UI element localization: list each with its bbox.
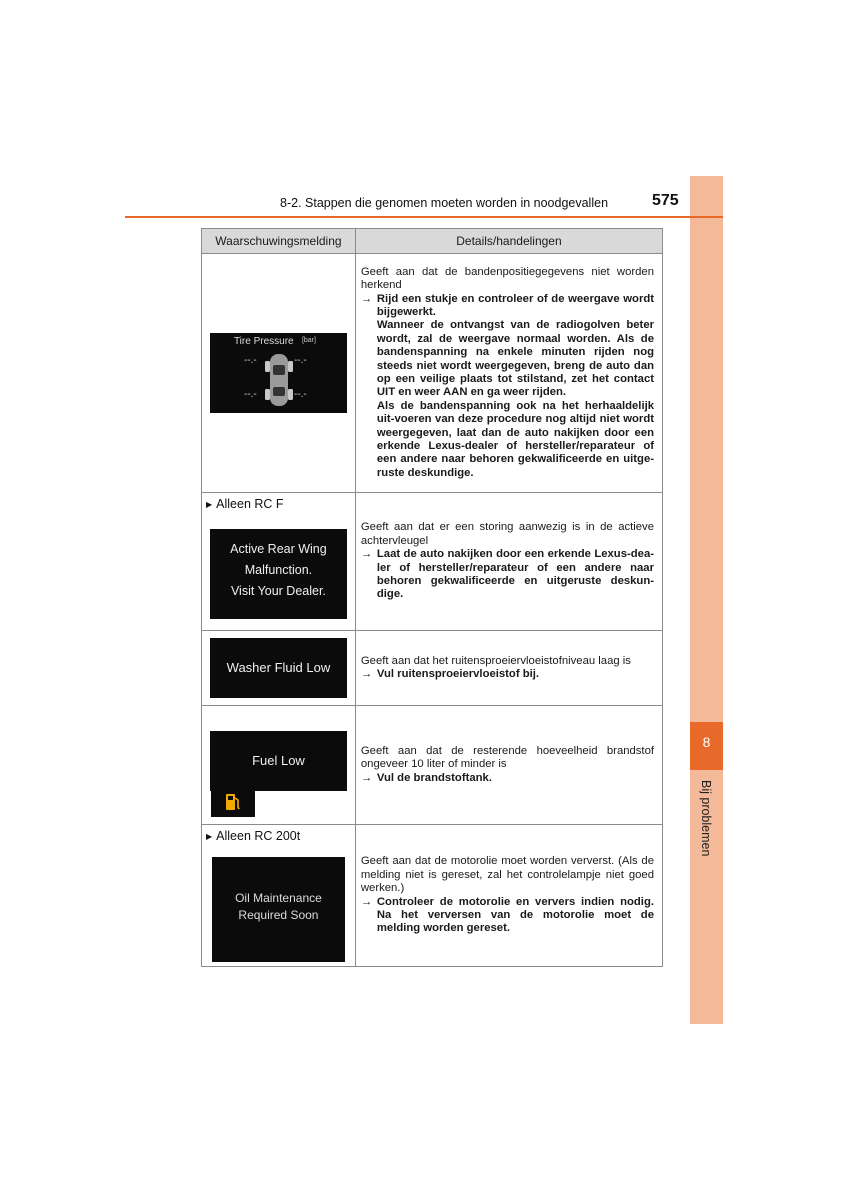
table-row — [202, 825, 663, 967]
note-text: Wanneer de ontvangst van de radiogolven beter wordt, zal de weergave normaal worden. Als de bandenspanning na enkele minuten rijden nog steeds niet wordt weergegeven, breng de auto dan op een veilige plaats tot stilstand, zet het contact UIT en weer AAN en ga weer rijden. — [376, 319, 654, 399]
description-text: Geeft aan dat de bandenpositiegegevens niet worden herkend — [360, 265, 654, 292]
active-rear-wing-display — [210, 529, 347, 619]
arrow-right-icon: → — [360, 292, 373, 305]
display-line: Malfunction. — [244, 562, 313, 577]
action-item — [361, 293, 654, 320]
tire-value-front-right: --.- — [293, 355, 307, 366]
description-text: Geeft aan dat de motorolie moet worden ververst. (Als de melding niet is gereset, zal het controlelampje niet goed werken.) — [360, 855, 654, 895]
column-header-warning: Waarschuwingsmelding — [202, 229, 356, 254]
display-line: Active Rear Wing — [230, 541, 327, 556]
table-row — [202, 254, 663, 493]
triangle-right-icon: ▶ — [206, 832, 213, 841]
chapter-side-tab — [690, 176, 723, 1024]
tire-pressure-title: Tire Pressure — [233, 336, 294, 347]
display-line: Required Soon — [238, 908, 319, 922]
warning-cell — [202, 493, 356, 631]
table-row — [202, 493, 663, 631]
note-text: Als de bandenspanning ook na het herhaaldelijk uit-voeren van deze procedure nog altijd niet wordt weergegeven, laat dan de auto nakijken door een erkende Lexus-dealer of hersteller/reparateur of een andere naar behoren gekwalificeerde en uitge-ruste deskundige. — [376, 399, 654, 479]
section-title: 8-2. Stappen die genomen moeten worden in noodgevallen — [280, 196, 609, 210]
display-line: Washer Fluid Low — [226, 660, 331, 675]
model-note: ▶ Alleen RC 200t — [206, 829, 301, 843]
tire-value-front-left: --.- — [243, 355, 257, 366]
description-text: Geeft aan dat het ruitensproeiervloeistofniveau laag is — [360, 654, 631, 667]
action-item — [361, 668, 654, 681]
oil-maintenance-display — [212, 857, 345, 962]
fuel-low-display — [210, 731, 347, 791]
action-text: Rijd een stukje en controleer of de weergave wordt bijgewerkt. — [376, 292, 654, 318]
details-cell — [355, 825, 662, 967]
warning-cell — [202, 631, 356, 706]
tire-value-rear-left: --.- — [243, 389, 257, 400]
warning-cell — [202, 254, 356, 493]
fuel-pump-icon — [225, 793, 241, 811]
table-row — [202, 706, 663, 825]
column-header-details: Details/handelingen — [355, 229, 662, 254]
display-line: Fuel Low — [252, 753, 305, 768]
tire-value-rear-right: --.- — [293, 389, 307, 400]
fuel-warning-lamp — [211, 787, 255, 817]
header-rule — [125, 216, 723, 218]
chapter-number-badge[interactable] — [690, 722, 723, 770]
warning-table — [201, 228, 663, 967]
details-cell — [355, 631, 662, 706]
description-text: Geeft aan dat de resterende hoeveelheid brandstof ongeveer 10 liter of minder is — [360, 744, 654, 771]
action-text: Vul ruitensproeiervloeistof bij. — [376, 668, 540, 680]
action-text: Laat de auto nakijken door een erkende Lexus-dea-ler of hersteller/reparateur of een andere naar behoren gekwalificeerde en uitgeruste deskun-dige. — [376, 548, 654, 601]
warning-cell — [202, 706, 356, 825]
arrow-right-icon: → — [360, 895, 373, 908]
table-header-row — [202, 229, 663, 254]
action-text: Controleer de motorolie en ververs indien nodig. Na het verversen van de motorolie moet de melding worden gereset. — [376, 895, 654, 935]
table-row — [202, 631, 663, 706]
triangle-right-icon: ▶ — [206, 500, 213, 509]
description-text: Geeft aan dat er een storing aanwezig is in de actieve achtervleugel — [360, 521, 654, 547]
tire-pressure-display — [210, 333, 347, 413]
details-cell — [355, 254, 662, 493]
details-cell — [355, 493, 662, 631]
action-text: Vul de brandstoftank. — [376, 771, 492, 784]
arrow-right-icon: → — [360, 668, 373, 680]
arrow-right-icon: → — [360, 771, 373, 784]
chapter-label-box — [690, 780, 723, 870]
warning-cell — [202, 825, 356, 967]
display-line: Oil Maintenance — [235, 891, 322, 905]
page-number: 575 — [652, 192, 679, 209]
chapter-number: 8 — [702, 734, 711, 750]
action-item — [361, 548, 654, 602]
tire-pressure-unit: [bar] — [301, 337, 316, 344]
action-item — [361, 772, 654, 785]
details-cell — [355, 706, 662, 825]
chapter-label: Bij problemen — [699, 780, 713, 857]
display-line: Visit Your Dealer. — [230, 583, 326, 598]
car-top-view-icon — [264, 351, 294, 409]
model-note: ▶ Alleen RC F — [206, 497, 284, 511]
arrow-right-icon: → — [360, 548, 373, 561]
washer-fluid-display — [210, 638, 347, 698]
action-item — [361, 896, 654, 936]
